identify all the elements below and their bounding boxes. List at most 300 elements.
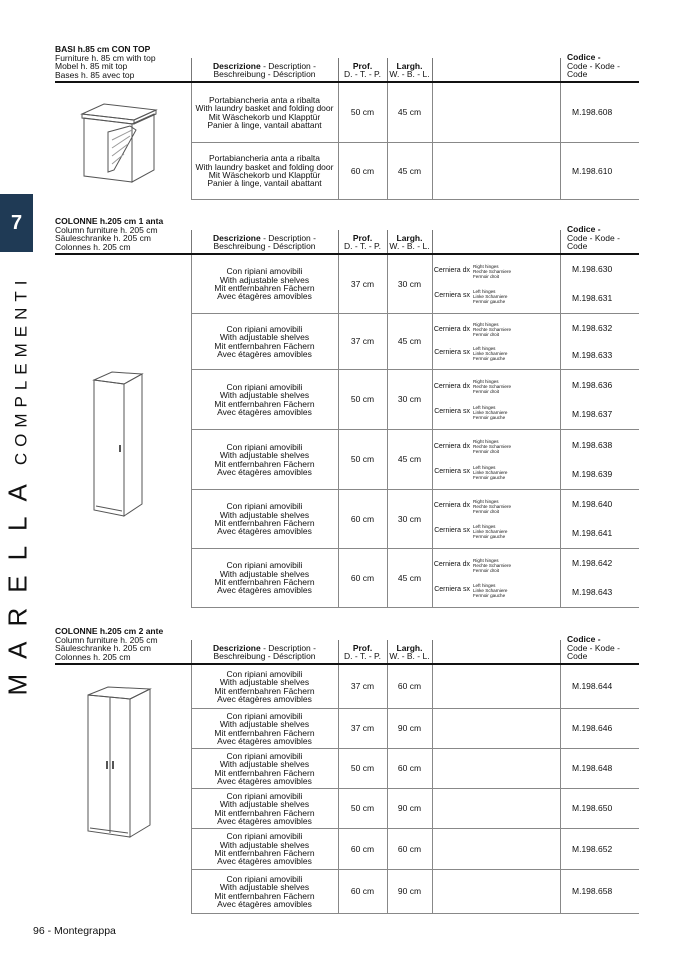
prof-cell: 37 cm [350,723,375,734]
largh-cell: 30 cm [397,513,422,524]
header-divider [191,58,192,81]
section-header [55,217,639,255]
desc-cell [191,314,338,369]
product-code: M.198.630 [572,264,613,275]
hinge-note-line: Right hinges [473,379,499,385]
hinge-note [473,289,507,304]
row-divider [191,829,192,869]
prof-header-line: D. - T. - P. [343,651,381,662]
desc-line: Mit entfernbahren Fächern [214,848,315,858]
desc-line: Con ripiani amovibili [226,710,303,721]
code-header [567,53,639,79]
row-divider [560,829,561,869]
prof-cell: 37 cm [350,336,375,347]
desc-line: With adjustable shelves [219,390,310,401]
descr-header [191,62,338,79]
prof-cell: 60 cm [350,843,375,854]
largh-header-line: Largh. [396,232,423,243]
row-divider [560,789,561,828]
desc-cell [191,430,338,489]
row-divider [387,749,388,788]
table-row [191,665,639,709]
header-divider [560,58,561,81]
code-cell [560,490,639,548]
hinge-dx [432,499,560,514]
descr-header-line: Beschreibung - Déscription [213,69,316,80]
desc-line: Avec étagères amovibles [217,348,312,359]
hinge-note [473,524,507,539]
table-row [191,549,639,608]
hinge-note-line: Rechte Scharniere [473,504,512,509]
largh-cell: 60 cm [397,843,422,854]
code-header [567,225,639,251]
row-divider [191,143,192,199]
row-divider [432,83,433,142]
row-divider [191,83,192,142]
hinge-label: Cerniera dx [433,502,470,510]
hinge-label: Cerniera dx [433,325,470,333]
desc-line: With adjustable shelves [219,509,310,520]
hinge-note-line: Linke Scharniere [473,469,508,475]
section-sub: Bases h. 85 avec top [55,69,135,80]
prof-header-line: Prof. [352,60,373,71]
hinge-dx [432,264,560,279]
descr-header-line: Beschreibung - Déscription [213,651,316,662]
desc-line: With adjustable shelves [219,882,310,893]
product-code: M.198.644 [572,681,613,692]
header-divider [387,640,388,663]
desc-line: With adjustable shelves [219,719,310,730]
largh-header-line: W. - B. - L. [389,241,430,252]
section-sub: Mobel h. 85 mit top [55,61,128,72]
hinge-label: Cerniera dx [433,442,470,450]
hinge-note-line: Rechte Scharniere [473,384,512,390]
desc-line: With adjustable shelves [219,677,310,688]
largh-cell: 45 cm [397,165,422,176]
hinge-sx [432,346,560,361]
row-divider [191,870,192,913]
hinge-note-line: Fermoir droit [473,568,500,573]
row-divider [387,665,388,708]
hinge-note-line: Fermoir droit [473,389,500,395]
desc-line: With laundry basket and folding door [195,161,334,172]
product-code: M.198.652 [572,843,613,854]
row-divider [560,370,561,429]
hinge-note-line: Fermoir gauche [473,593,506,598]
row-divider [387,829,388,869]
row-divider [387,370,388,429]
descr-header [191,234,338,251]
hinge-cell [432,255,560,313]
desc-line: With adjustable shelves [219,839,310,850]
product-code: M.198.638 [572,439,613,450]
section-title: COLONNE h.205 cm 2 ante [55,626,164,636]
largh-cell: 30 cm [397,278,422,289]
header-divider [432,640,433,663]
row-divider [432,789,433,828]
desc-line: Avec étagères amovibles [217,406,312,417]
descr-header-line: Beschreibung - Déscription [213,241,316,252]
hinge-label: Cerniera dx [433,382,470,390]
prof-header-line: Prof. [352,232,373,243]
largh-cell: 45 cm [397,454,422,465]
header-divider [560,230,561,253]
hinge-note [473,405,507,420]
desc-line: Con ripiani amovibili [226,873,303,884]
hinge-note-line: Fermoir gauche [473,534,506,539]
desc-cell [191,143,338,199]
header-divider [338,58,339,81]
row-divider [191,549,192,607]
row-divider [560,665,561,708]
desc-line: With adjustable shelves [219,450,310,461]
section-title: COLONNE h.205 cm 1 anta [55,216,164,226]
section-sub: Säuleschranke h. 205 cm [55,233,151,244]
header-divider [338,230,339,253]
largh-cell: 90 cm [397,886,422,897]
code-cell [560,549,639,607]
row-divider [432,829,433,869]
code-cell [560,430,639,489]
page-footer: 96 - Montegrappa [33,925,116,937]
table-row [191,255,639,314]
column-2-doors-illustration [86,685,156,841]
largh-cell: 90 cm [397,803,422,814]
row-divider [560,143,561,199]
product-code: M.198.636 [572,379,613,390]
row-divider [338,314,339,369]
hinge-cell [432,549,560,607]
product-code: M.198.650 [572,803,613,814]
prof-cell: 50 cm [350,394,375,405]
sidebar-brand [2,262,33,707]
descr-header-bold: Descrizione [213,60,261,71]
row-divider [338,83,339,142]
desc-line: Panier à linge, vantail abattant [207,119,322,130]
row-divider [432,665,433,708]
code-header-line: Code - Kode - Code [567,60,620,80]
code-cell [560,789,639,828]
code-header-line: Codice - [567,52,601,63]
descr-header-bold: Descrizione [213,642,261,653]
row-divider [432,490,433,548]
hinge-label: Cerniera dx [433,561,470,569]
row-divider [432,749,433,788]
header-divider [191,230,192,253]
row-divider [387,83,388,142]
prof-cell: 60 cm [350,165,375,176]
desc-cell [191,829,338,869]
desc-line: Avec étagères amovibles [217,856,312,867]
section-sub: Colonnes h. 205 cm [55,651,131,662]
desc-line: Con ripiani amovibili [226,381,303,392]
descr-header-rest: - Description - [260,60,316,71]
desc-line: Con ripiani amovibili [226,323,303,334]
prof-header [338,62,387,79]
hinge-note [473,379,511,394]
hinge-note-line: Rechte Scharniere [473,563,512,568]
desc-line: Mit entfernbahren Fächern [214,890,315,901]
row-divider [387,490,388,548]
row-divider [338,829,339,869]
table-row [191,143,639,200]
row-divider [432,314,433,369]
desc-line: Mit entfernbahren Fächern [214,340,315,351]
hinge-dx [432,558,560,573]
desc-cell [191,83,338,142]
prof-cell: 37 cm [350,681,375,692]
desc-line: Avec étagères amovibles [217,291,312,302]
row-divider [387,870,388,913]
desc-cell [191,370,338,429]
column-1-door-illustration [90,370,150,520]
desc-line: Mit entfernbahren Fächern [214,283,315,293]
row-divider [432,370,433,429]
desc-line: Mit Wäschekorb und Klapptür [208,111,321,122]
header-divider [338,640,339,663]
hinge-note-line: Fermoir gauche [473,299,506,304]
largh-cell: 45 cm [397,572,422,583]
hinge-note-line: Rechte Scharniere [473,327,512,333]
row-divider [387,789,388,828]
desc-cell [191,490,338,548]
header-divider [191,640,192,663]
prof-cell: 60 cm [350,886,375,897]
chapter-tab [0,194,33,252]
prof-header [338,644,387,661]
row-divider [560,83,561,142]
row-divider [432,709,433,748]
desc-line: Avec étagères amovibles [217,735,312,746]
row-divider [191,665,192,708]
hinge-note-line: Left hinges [473,524,496,529]
table-row [191,789,639,829]
code-cell [560,143,639,199]
row-divider [338,870,339,913]
desc-line: Avec étagères amovibles [217,775,312,786]
desc-line: Mit entfernbahren Fächern [214,767,315,778]
desc-line: Con ripiani amovibili [226,501,303,512]
header-divider [560,640,561,663]
row-divider [560,709,561,748]
section-sub: Colonnes h. 205 cm [55,241,131,252]
row-divider [338,255,339,313]
code-header [567,635,639,661]
table-row [191,314,639,370]
largh-header-line: Largh. [396,642,423,653]
desc-line: With adjustable shelves [219,568,310,579]
hinge-label: Cerniera sx [434,349,470,357]
prof-cell: 37 cm [350,278,375,289]
row-divider [191,370,192,429]
prof-cell: 50 cm [350,454,375,465]
hinge-note-line: Left hinges [473,404,496,410]
code-cell [560,829,639,869]
hinge-note-line: Rechte Scharniere [473,269,512,274]
largh-cell: 60 cm [397,681,422,692]
hinge-sx [432,289,560,304]
product-code: M.198.632 [572,322,613,333]
row-divider [560,255,561,313]
hinge-label: Cerniera sx [434,527,470,535]
row-divider [191,749,192,788]
hinge-note-line: Left hinges [473,583,496,588]
row-divider [338,143,339,199]
row-divider [191,430,192,489]
table-row [191,749,639,789]
row-divider [338,490,339,548]
code-cell [560,255,639,313]
hinge-label: Cerniera sx [434,586,470,594]
row-divider [560,490,561,548]
hinge-note [473,583,507,598]
hinge-note-line: Fermoir droit [473,332,500,338]
hinge-dx [432,379,560,394]
row-divider [191,709,192,748]
desc-line: Con ripiani amovibili [226,266,303,277]
prof-cell: 50 cm [350,763,375,774]
row-divider [432,430,433,489]
table-row [191,829,639,870]
prof-header-line: D. - T. - P. [343,241,381,252]
hinge-sx [432,465,560,480]
hinge-sx [432,524,560,539]
section-sub: Column furniture h. 205 cm [55,224,158,235]
desc-line: Con ripiani amovibili [226,668,303,679]
code-cell [560,370,639,429]
chapter-number: 7 [10,211,23,234]
largh-cell: 30 cm [397,394,422,405]
code-header-line: Code - Kode - Code [567,642,620,662]
row-divider [560,549,561,607]
desc-line: Mit entfernbahren Fächern [214,458,315,469]
hinge-cell [432,314,560,369]
desc-line: Mit entfernbahren Fächern [214,518,315,528]
descr-header-bold: Descrizione [213,232,261,243]
desc-line: Mit entfernbahren Fächern [214,577,315,587]
row-divider [191,490,192,548]
hinge-note-line: Left hinges [473,345,496,351]
desc-line: Mit entfernbahren Fächern [214,685,315,696]
largh-header [387,62,432,79]
hinge-note [473,322,511,337]
hinge-note [473,558,511,573]
code-cell [560,314,639,369]
prof-header-line: Prof. [352,642,373,653]
desc-cell [191,709,338,748]
hinge-note-line: Fermoir gauche [473,414,506,420]
desc-cell [191,549,338,607]
section-header [55,45,639,83]
product-code: M.198.639 [572,469,613,480]
prof-cell: 50 cm [350,107,375,118]
hinge-sx [432,405,560,420]
desc-line: Mit entfernbahren Fächern [214,727,315,738]
row-divider [338,709,339,748]
hinge-note-line: Left hinges [473,289,496,294]
section-header [55,627,639,665]
desc-cell [191,665,338,708]
hinge-label: Cerniera sx [434,468,470,476]
code-cell [560,709,639,748]
hinge-note-line: Right hinges [473,322,499,328]
row-divider [387,549,388,607]
header-divider [432,58,433,81]
header-divider [387,230,388,253]
product-code: M.198.641 [572,528,613,539]
prof-cell: 60 cm [350,513,375,524]
hinge-note-line: Fermoir droit [473,274,500,279]
hinge-note-line: Left hinges [473,464,496,470]
desc-cell [191,789,338,828]
hinge-cell [432,370,560,429]
row-divider [338,749,339,788]
largh-header-line: W. - B. - L. [389,651,430,662]
hinge-note [473,499,511,514]
row-divider [387,430,388,489]
row-divider [338,430,339,489]
laundry-base-illustration [78,100,160,186]
row-divider [191,255,192,313]
product-code: M.198.608 [572,107,613,118]
largh-header [387,234,432,251]
row-divider [387,314,388,369]
desc-line: With adjustable shelves [219,759,310,770]
largh-cell: 45 cm [397,336,422,347]
hinge-note-line: Linke Scharniere [473,350,508,356]
row-divider [338,549,339,607]
hinge-sx [432,583,560,598]
product-code: M.198.631 [572,293,613,304]
row-divider [387,709,388,748]
product-code: M.198.637 [572,409,613,420]
desc-line: With adjustable shelves [219,332,310,343]
row-divider [560,870,561,913]
row-divider [338,665,339,708]
prof-cell: 60 cm [350,572,375,583]
table-row [191,83,639,143]
hinge-cell [432,430,560,489]
descr-header [191,644,338,661]
hinge-dx [432,439,560,454]
desc-line: Con ripiani amovibili [226,560,303,571]
product-code: M.198.646 [572,723,613,734]
desc-line: Avec étagères amovibles [217,585,312,596]
product-code: M.198.643 [572,587,613,598]
desc-line: With adjustable shelves [219,274,310,285]
header-divider [387,58,388,81]
hinge-note-line: Linke Scharniere [473,409,508,415]
row-divider [432,870,433,913]
row-divider [432,143,433,199]
hinge-note-line: Right hinges [473,439,499,445]
product-code: M.198.633 [572,350,613,361]
desc-line: With adjustable shelves [219,799,310,810]
table-row [191,430,639,490]
hinge-note-line: Linke Scharniere [473,529,508,534]
hinge-label: Cerniera sx [434,292,470,300]
product-code: M.198.642 [572,558,613,569]
desc-line: Portabiancheria anta a ribalta [208,94,321,105]
desc-line: Mit entfernbahren Fächern [214,807,315,818]
row-divider [338,789,339,828]
desc-cell [191,870,338,913]
hinge-note [473,264,511,279]
desc-line: Con ripiani amovibili [226,790,303,801]
desc-line: Con ripiani amovibili [226,750,303,761]
hinge-cell [432,490,560,548]
code-cell [560,749,639,788]
